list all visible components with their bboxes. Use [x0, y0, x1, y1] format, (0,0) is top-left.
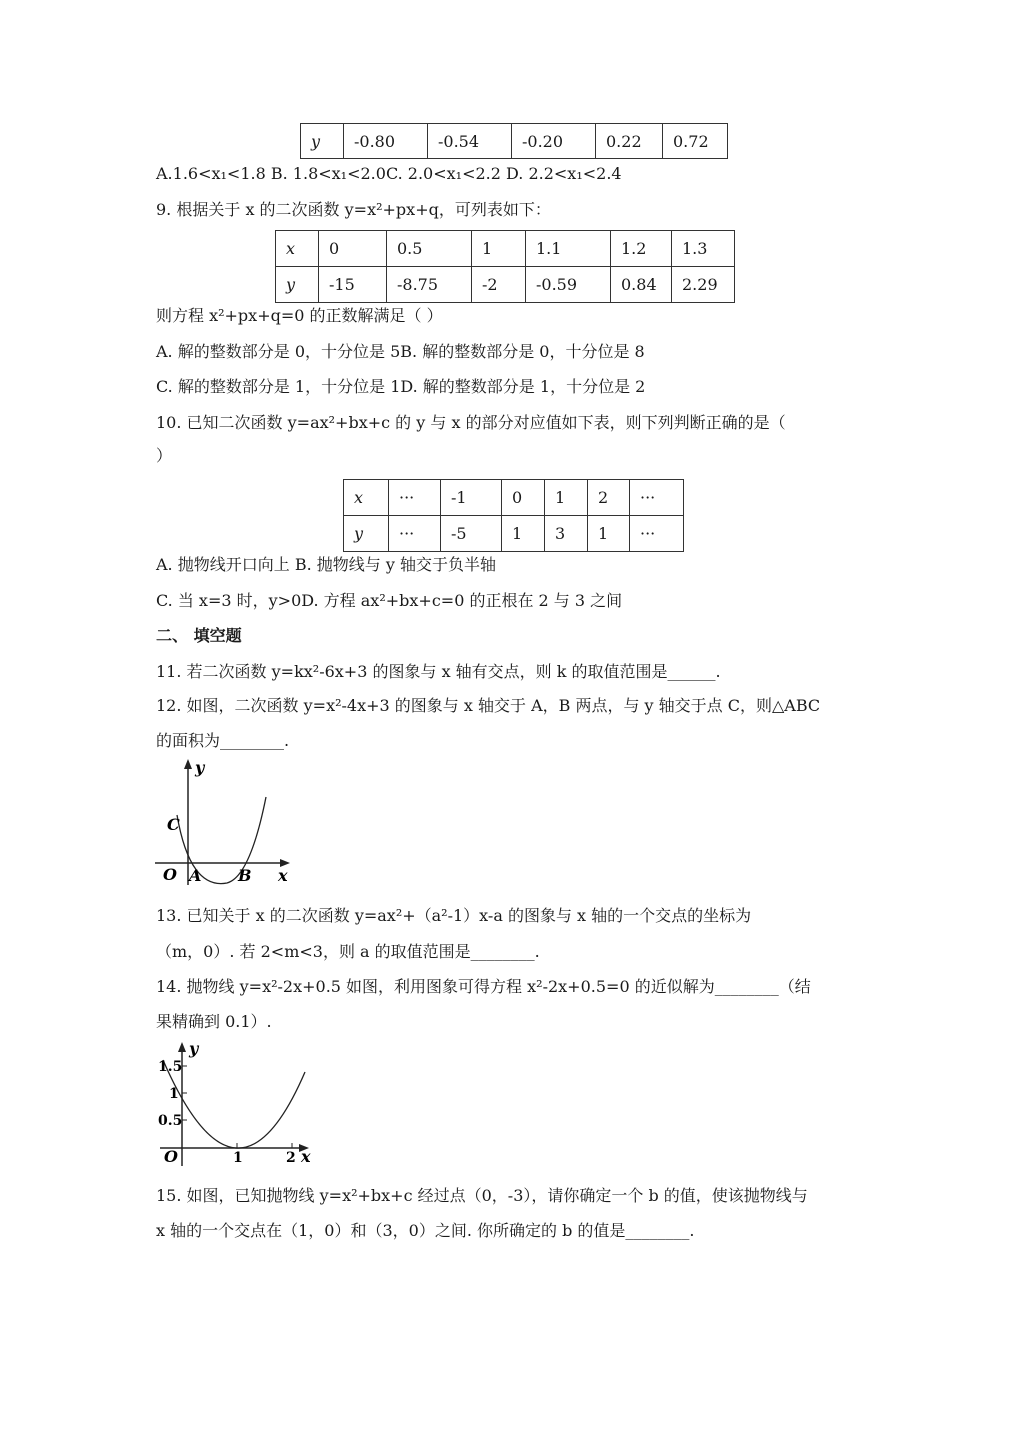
- q11-text: 11. 若二次函数 y=kx²-6x+3 的图象与 x 轴有交点，则 k 的取值范围是______.: [156, 662, 721, 681]
- table-cell: -15: [319, 267, 387, 303]
- q10-stem-line1: 10. 已知二次函数 y=ax²+bx+c 的 y 与 x 的部分对应值如下表，则下列判断正确的是（: [156, 413, 786, 432]
- table-cell: 1: [545, 480, 588, 516]
- table-cell-label: x: [276, 231, 319, 267]
- q14-figure: [155, 1038, 315, 1168]
- table-cell: -8.75: [387, 267, 472, 303]
- q10-table: [343, 479, 684, 552]
- table-cell: 0.22: [596, 124, 663, 159]
- label-tick-y-05: 0.5: [158, 1113, 183, 1129]
- q9-stem: 9. 根据关于 x 的二次函数 y=x²+px+q，可列表如下：: [156, 200, 551, 219]
- label-origin: O: [163, 865, 177, 884]
- table-cell: 1.1: [526, 231, 611, 267]
- q9-option-ab: A. 解的整数部分是 0，十分位是 5B. 解的整数部分是 0，十分位是 8: [156, 342, 645, 361]
- label-tick-y-15: 1.5: [158, 1059, 183, 1075]
- table-cell: 3: [545, 516, 588, 552]
- table-cell: 0: [319, 231, 387, 267]
- table-cell: -0.20: [512, 124, 596, 159]
- label-a: A: [189, 866, 202, 885]
- q15-line1: 15. 如图，已知抛物线 y=x²+bx+c 经过点（0，-3），请你确定一个 b 的值，使该抛物线与: [156, 1186, 808, 1205]
- q10-option-ab: A. 抛物线开口向上 B. 抛物线与 y 轴交于负半轴: [156, 555, 496, 574]
- table-cell: -0.80: [344, 124, 428, 159]
- table-cell: 0.84: [611, 267, 672, 303]
- q8-options: A.1.6<x₁<1.8 B. 1.8<x₁<2.0C. 2.0<x₁<2.2 D. 2.2<x₁<2.4: [156, 164, 622, 183]
- section-heading: 二、 填空题: [156, 626, 242, 645]
- parabola-curve: [163, 1060, 305, 1148]
- table-cell: ···: [389, 516, 441, 552]
- label-origin: O: [164, 1147, 178, 1166]
- q12-graph: [150, 755, 300, 890]
- table-cell-label: x: [344, 480, 389, 516]
- table-cell: -1: [441, 480, 502, 516]
- q12-line1: 12. 如图，二次函数 y=x²-4x+3 的图象与 x 轴交于 A，B 两点，与 y 轴交于点 C，则△ABC: [156, 696, 821, 715]
- table-cell-label: y: [301, 124, 344, 159]
- q10-option-cd: C. 当 x=3 时，y>0D. 方程 ax²+bx+c=0 的正根在 2 与 3 之间: [156, 591, 623, 610]
- q12-figure: [150, 755, 300, 890]
- q12-line2: 的面积为________.: [156, 731, 290, 750]
- table-cell-label: y: [276, 267, 319, 303]
- label-c: C: [167, 815, 180, 834]
- q9-table: [275, 230, 735, 303]
- table-cell: ···: [389, 480, 441, 516]
- q14-line1: 14. 抛物线 y=x²-2x+0.5 如图，利用图象可得方程 x²-2x+0.5=0 的近似解为________（结: [156, 977, 811, 996]
- table-row: [344, 516, 684, 552]
- q9-question: 则方程 x²+px+q=0 的正数解满足（ ）: [156, 306, 443, 325]
- table-cell-label: y: [344, 516, 389, 552]
- label-tick-x-2: 2: [286, 1150, 296, 1166]
- label-tick-x-1: 1: [233, 1150, 243, 1166]
- table-cell: 1.2: [611, 231, 672, 267]
- table-cell: -5: [441, 516, 502, 552]
- table-row: [276, 267, 735, 303]
- q14-line2: 果精确到 0.1）.: [156, 1012, 272, 1031]
- table-cell: 0.72: [663, 124, 728, 159]
- table-cell: 0.5: [387, 231, 472, 267]
- label-y: y: [189, 1039, 199, 1058]
- q13-line1: 13. 已知关于 x 的二次函数 y=ax²+（a²-1）x-a 的图象与 x 轴的一个交点的坐标为: [156, 906, 752, 925]
- label-y: y: [195, 758, 205, 777]
- table-cell: ···: [630, 516, 684, 552]
- table-row: [344, 480, 684, 516]
- q15-line2: x 轴的一个交点在（1，0）和（3，0）之间. 你所确定的 b 的值是________.: [156, 1221, 695, 1240]
- table-row: [301, 124, 728, 159]
- q9-option-cd: C. 解的整数部分是 1，十分位是 1D. 解的整数部分是 1，十分位是 2: [156, 377, 646, 396]
- y-axis-arrow-icon: [184, 759, 192, 769]
- q13-line2: （m，0）. 若 2<m<3，则 a 的取值范围是________.: [156, 942, 540, 961]
- table-cell: 1.3: [672, 231, 735, 267]
- table-cell: 2: [588, 480, 630, 516]
- table-cell: ···: [630, 480, 684, 516]
- label-x: x: [278, 866, 288, 885]
- label-x: x: [301, 1147, 311, 1166]
- table-cell: -2: [472, 267, 526, 303]
- table-cell: 1: [588, 516, 630, 552]
- q14-graph: [155, 1038, 315, 1168]
- table-cell: 2.29: [672, 267, 735, 303]
- table-row: [276, 231, 735, 267]
- q8-table: [300, 123, 728, 159]
- table-cell: -0.59: [526, 267, 611, 303]
- table-cell: 1: [502, 516, 545, 552]
- label-b: B: [238, 866, 252, 885]
- table-cell: 1: [472, 231, 526, 267]
- table-cell: 0: [502, 480, 545, 516]
- table-cell: -0.54: [428, 124, 512, 159]
- y-axis-arrow-icon: [178, 1042, 186, 1052]
- label-tick-y-1: 1: [169, 1086, 179, 1102]
- q10-stem-line2: ）: [156, 446, 173, 465]
